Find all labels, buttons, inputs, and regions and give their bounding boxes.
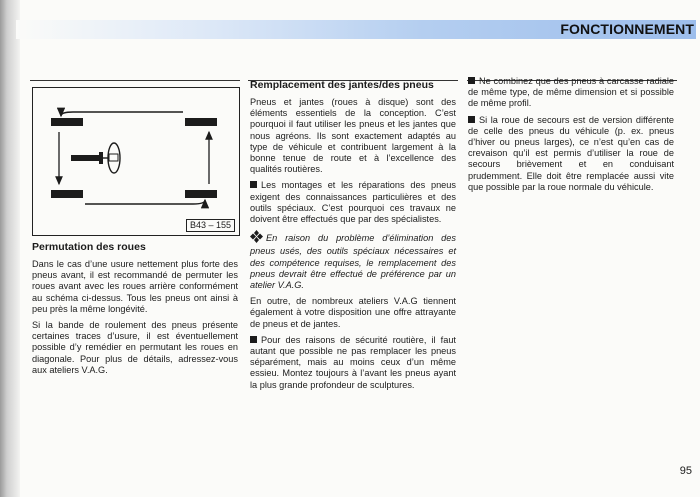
rear-left-wheel <box>51 190 83 198</box>
column-3 <box>468 76 674 198</box>
column-1 <box>32 241 238 381</box>
bullet-square-icon <box>250 336 257 343</box>
rear-right-wheel <box>185 190 217 198</box>
page-number: 95 <box>679 465 692 477</box>
rotation-arrow-top <box>61 112 183 116</box>
paragraph: Les montages et les réparations des pneus exigent des connaissances particulières et des outils spéciaux. C’est pourquoi ces travaux ne doivent être effectués que par des spécialistes. <box>250 180 456 225</box>
paragraph: Dans le cas d’une usure nettement plus forte des pneus avant, il est recommandé de permuter les roues avant avec les roues arrière conformément au schéma ci-dessus. Tous les pneus ont ainsi à peu près la même longévité. <box>32 259 238 314</box>
paragraph: Ne combinez que des pneus à carcasse radiale de même type, de même dimension et si possible de même profil. <box>468 76 674 109</box>
paragraph: Pour des raisons de sécurité routière, il faut autant que possible ne pas remplacer les pneus séparément, mais au moins ceux d’un même essieu. Montez toujours à l’avant les pneus ayant la plus grande profondeur de sculptures. <box>250 334 456 390</box>
heading-permutation: Permutation des roues <box>32 241 146 253</box>
front-left-wheel <box>51 118 83 126</box>
column-2 <box>250 79 456 396</box>
bullet-square-icon <box>468 116 475 123</box>
paragraph: En outre, de nombreux ateliers V.A.G tiennent également à votre disposition une offre attrayante de pneus et de jantes. <box>250 296 456 329</box>
environment-diamond-icon <box>250 230 263 246</box>
page-binding-shadow <box>0 0 20 497</box>
column-rule-1 <box>30 80 240 81</box>
paragraph: Si la roue de secours est de version différente de celle des pneus du véhicule (p. ex. pneus d’hiver ou pneus larges), ce n’est qu’en cas de crevaison qu’il est permis d’utiliser la roue de secours brièvement et en conduisant prudemment. Elle doit être remplacée aussi vite que possible par la roue normale du véhicule. <box>468 114 674 192</box>
section-title: FONCTIONNEMENT <box>560 21 694 37</box>
axle-joint <box>99 152 103 164</box>
paragraph: Pneus et jantes (roues à disque) sont des éléments essentiels de la conception. C’est pourquoi il faut utiliser les pneus et les jantes que nous agréons. Ils sont exactement adaptés au type de véhicule et contribuent largement à la bonne tenue de route et à l’excellence des qualités routières. <box>250 97 456 175</box>
rotation-arrow-bottom <box>85 200 205 204</box>
paragraph: Si la bande de roulement des pneus présente certaines traces d’usure, il est éventuellement possible d’y remédier en permutant les roues en diagonale. Pour plus de détails, adressez-vous aux ateliers V.A.G. <box>32 320 238 375</box>
bullet-square-icon <box>468 77 475 84</box>
front-right-wheel <box>185 118 217 126</box>
paragraph-note: En raison du problème d’élimination des pneus usés, des outils spéciaux nécessaires et des compétence requises, le remplacement des pneus devrait être effectué de préférence par un atelier V.A.G. <box>250 230 456 291</box>
axle-bar <box>71 155 99 161</box>
bullet-square-icon <box>250 181 257 188</box>
tire-rotation-diagram <box>32 87 240 236</box>
heading-remplacement: Remplacement des jantes/des pneus <box>250 79 434 91</box>
diagram-reference: B43 – 155 <box>186 219 235 232</box>
tire-rotation-illustration <box>33 88 239 235</box>
